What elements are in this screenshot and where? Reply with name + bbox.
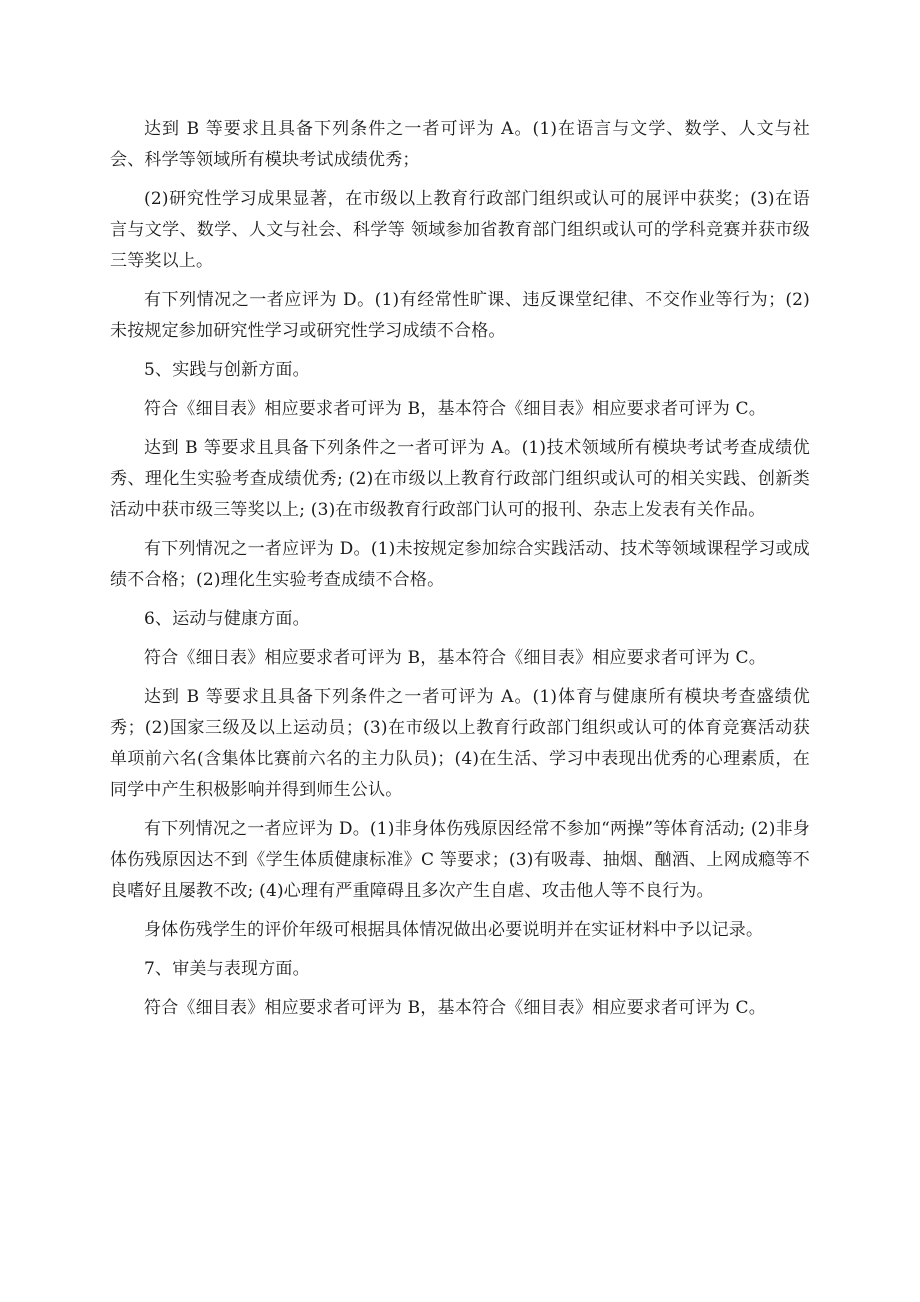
paragraph: 符合《细日表》相应要求者可评为 B，基本符合《细目表》相应要求者可评为 C。: [144, 648, 766, 668]
section-heading: 6、运动与健康方面。: [144, 609, 310, 629]
paragraph: (2)研究性学习成果显著，在市级以上教育行政部门组织或认可的展评中获奖；(3)在语言与文学、数学、人文与社会、科学等 领域参加省教育部门组织或认可的学科竞赛并获市级三等奖以上。: [110, 189, 810, 271]
section-heading: 7、审美与表现方面。: [144, 959, 310, 979]
paragraph: 符合《细目表》相应要求者可评为 B，基本符合《细目表》相应要求者可评为 C。: [144, 399, 766, 419]
paragraph: 达到 B 等要求且具备下列条件之一者可评为 A。(1)技术领域所有模块考试考查成绩优秀、理化生实验考查成绩优秀; (2)在市级以上教育行政部门组织或认可的相关实践、创新类活动中获市级三等奖以上; (3)在市级教育行政部门认可的报刊、杂志上发表有关作品。: [110, 438, 810, 520]
paragraph: 达到 B 等要求且具备下列条件之一者可评为 A。(1)体育与健康所有模块考查盛绩优秀；(2)国家三级及以上运动员；(3)在市级以上教育行政部门组织或认可的体育竞赛活动获单项前六名(含集体比赛前六名的主力队员)；(4)在生活、学习中表现出优秀的心理素质，在同学中产生积极影响并得到师生公认。: [110, 687, 810, 800]
paragraph: 达到 B 等要求且具备下列条件之一者可评为 A。(1)在语言与文学、数学、人文与社会、科学等领域所有模块考试成绩优秀；: [110, 119, 810, 170]
paragraph: 身体伤残学生的评价年级可根据具体情况做出必要说明并在实证材料中予以记录。: [144, 920, 764, 940]
paragraph: 有下列情况之一者应评为 D。(1)有经常性旷课、违反课堂纪律、不交作业等行为；(2)未按规定参加研究性学习或研究性学习成绩不合格。: [110, 290, 810, 341]
document-page: [110, 114, 810, 1032]
paragraph: 有下列情况之一者应评为 D。(1)非身体伤残原因经常不参加“两操”等体育活动; (2)非身体伤残原因达不到《学生体质健康标准》C 等要求；(3)有吸毒、抽烟、酗酒、上网成瘾等不良嗜好且屡教不改; (4)心理有严重障碍且多次产生自虐、攻击他人等不良行为。: [110, 819, 810, 901]
paragraph: 符合《细目表》相应要求者可评为 B，基本符合《细目表》相应要求者可评为 C。: [144, 998, 766, 1018]
paragraph: 有下列情况之一者应评为 D。(1)未按规定参加综合实践活动、技术等领域课程学习或成绩不合格；(2)理化生实验考查成绩不合格。: [110, 539, 810, 590]
section-heading: 5、实践与创新方面。: [144, 360, 310, 380]
